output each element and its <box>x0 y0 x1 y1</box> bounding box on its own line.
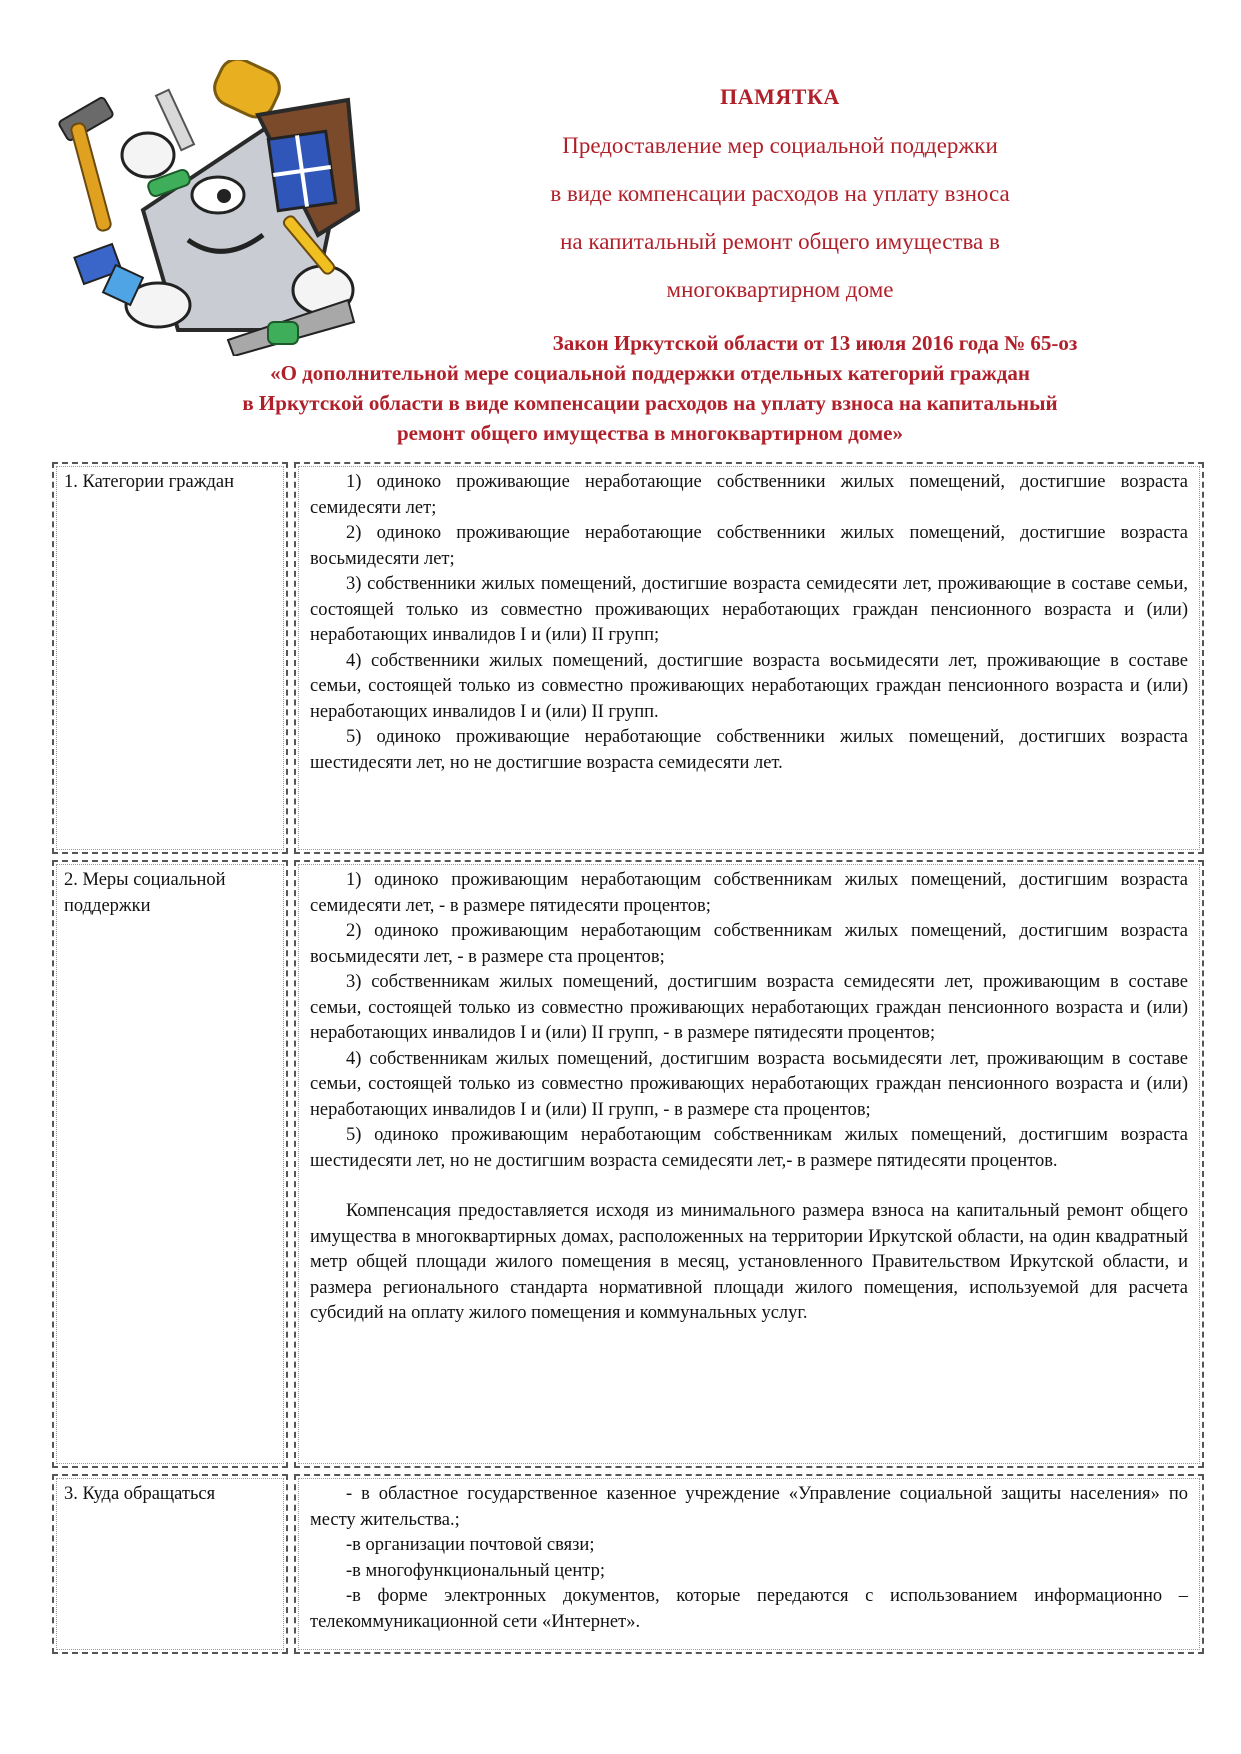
section-content <box>294 462 1204 854</box>
paragraph: 5) одиноко проживающие неработающие собственники жилых помещений, достигших возраста шестидесяти лет, но не достигшие возраста семидесяти лет. <box>310 727 1188 773</box>
header-block <box>400 84 1160 314</box>
subtitle-line: многоквартирном доме <box>666 277 894 302</box>
subtitle-line: Предоставление мер социальной поддержки <box>562 133 998 158</box>
paragraph: 1) одиноко проживающим неработающим собственникам жилых помещений, достигшим возраста семидесяти лет, - в размере пятидесяти процентов; <box>310 870 1188 916</box>
paragraph: 3) собственникам жилых помещений, достигшим возраста семидесяти лет, проживающим в составе семьи, состоящей только из совместно проживающих неработающих граждан пенсионного возраста и (или) неработающих инвалидов I и (или) II групп, - в размере пятидесяти процентов; <box>310 972 1188 1043</box>
paragraph: -в организации почтовой связи; <box>346 1535 595 1555</box>
law-title-line: Закон Иркутской области от 13 июля 2016 года № 65-оз <box>552 331 1078 355</box>
house-with-tools-illustration <box>48 60 370 356</box>
paragraph: 1) одиноко проживающие неработающие собственники жилых помещений, достигшие возраста семидесяти лет; <box>310 472 1188 518</box>
section-label: 2. Меры социальной поддержки <box>52 860 288 1468</box>
subtitle-line: в виде компенсации расходов на уплату взноса <box>550 181 1010 206</box>
paragraph: 5) одиноко проживающим неработающим собственникам жилых помещений, достигшим возраста шестидесяти лет, но не достигшим возраста семидесяти лет,- в размере пятидесяти процентов. <box>310 1125 1188 1171</box>
paragraph: 2) одиноко проживающие неработающие собственники жилых помещений, достигшие возраста восьмидесяти лет; <box>310 523 1188 569</box>
law-title-line: «О дополнительной мере социальной поддержки отдельных категорий граждан <box>270 361 1030 385</box>
law-reference <box>120 328 1180 448</box>
paragraph: 4) собственникам жилых помещений, достигшим возраста восьмидесяти лет, проживающим в составе семьи, состоящей только из совместно проживающих неработающих граждан пенсионного возраста и (или) неработающих инвалидов I и (или) II групп, - в размере ста процентов; <box>310 1048 1188 1120</box>
document-title: ПАМЯТКА <box>720 84 840 109</box>
law-title-line: ремонт общего имущества в многоквартирном доме» <box>397 421 903 445</box>
table-row <box>52 1474 1204 1654</box>
table-row <box>52 860 1204 1468</box>
paragraph: 4) собственники жилых помещений, достигшие возраста восьмидесяти лет, проживающие в составе семьи, состоящей только из совместно проживающих неработающих граждан пенсионного возраста и (или) неработающих инвалидов I и (или) II групп. <box>310 650 1188 722</box>
paragraph: -в форме электронных документов, которые передаются с использованием информационно – телекоммуникационной сети «Интернет». <box>310 1586 1188 1632</box>
law-title-line: в Иркутской области в виде компенсации расходов на уплату взноса на капитальный <box>242 391 1058 415</box>
paragraph: Компенсация предоставляется исходя из минимального размера взноса на капитальный ремонт общего имущества в многоквартирных домах, расположенных на территории Иркутской области, на один квадратный метр общей площади жилого помещения в месяц, установленного Правительством Иркутской области, и размера регионального стандарта нормативной площади жилого помещения, используемой для расчета субсидий на оплату жилого помещения и коммунальных услуг. <box>310 1201 1188 1323</box>
section-content <box>294 860 1204 1468</box>
paragraph: 2) одиноко проживающим неработающим собственникам жилых помещений, достигшим возраста восьмидесяти лет, - в размере ста процентов; <box>310 921 1188 967</box>
section-content <box>294 1474 1204 1654</box>
subtitle-line: на капитальный ремонт общего имущества в <box>560 229 1000 254</box>
table-row <box>52 462 1204 854</box>
paragraph: -в многофункциональный центр; <box>346 1560 605 1581</box>
section-label: 1. Категории граждан <box>52 462 288 854</box>
info-table <box>52 462 1204 1660</box>
section-label: 3. Куда обращаться <box>52 1474 288 1654</box>
paragraph: 3) собственники жилых помещений, достигшие возраста семидесяти лет, проживающие в составе семьи, состоящей только из совместно проживающих неработающих граждан пенсионного возраста и (или) неработающих инвалидов I и (или) II групп; <box>310 574 1188 645</box>
paragraph: - в областное государственное казенное учреждение «Управление социальной защиты населения» по месту жительства.; <box>310 1484 1188 1530</box>
